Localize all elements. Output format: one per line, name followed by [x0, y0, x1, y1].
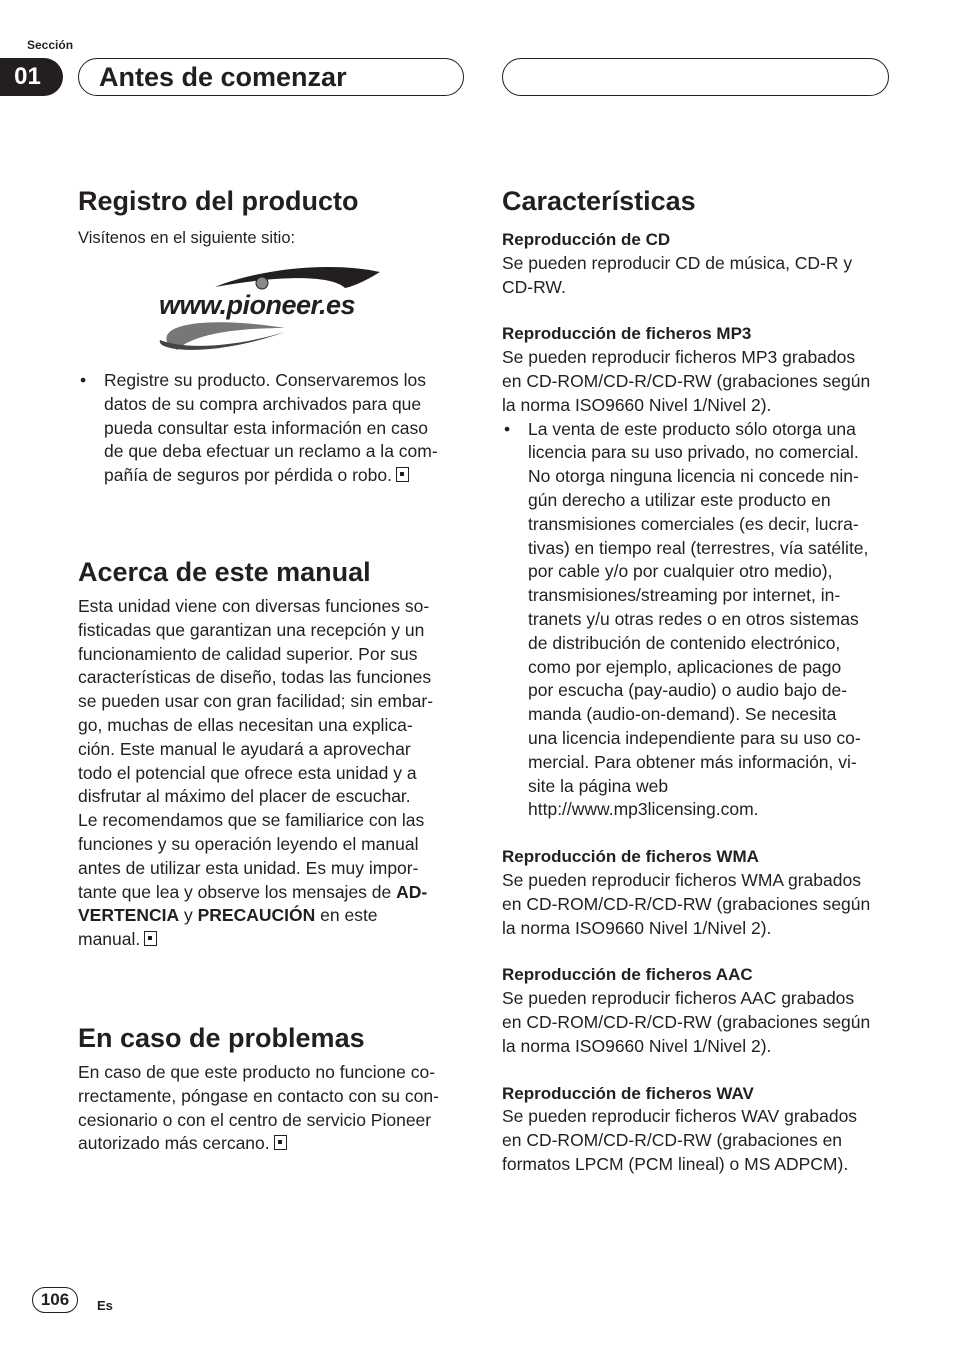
acerca-section	[78, 557, 468, 952]
wav-heading: Reproducción de ficheros WAV	[502, 1083, 754, 1103]
problemas-section	[78, 1023, 468, 1156]
mp3-heading: Reproducción de ficheros MP3	[502, 324, 752, 344]
section-number-badge: 01	[0, 58, 63, 96]
registro-bullet	[78, 369, 468, 488]
empty-header-pill	[502, 58, 889, 96]
language-code: Es	[97, 1298, 113, 1313]
list-item: • Registre su producto. Conservaremos los datos de su compra archivados para que pueda consultar esta información en caso de que deba efectuar un reclamo a la com- pañía de seguros por pérdida o robo.	[78, 369, 468, 488]
cd-heading: Reproducción de CD	[502, 230, 671, 249]
pioneer-logo	[155, 262, 385, 357]
mp3-block: Reproducción de ficheros MP3 Se pueden reproducir ficheros MP3 grabados en CD-ROM/CD-R/CD-RW (grabaciones según la norma ISO9660 Nivel 1/Nivel 2). • La venta de este producto sólo otorga una licencia para su uso privado, no comercial. No otorga ninguna licencia ni concede nin- gún derecho a utilizar este producto en transmisiones comerciales (es decir, lucra- tivas) en tiempo real (terrestres, vía satélite, por cable y/o por cualquier otro medio), transmisiones/streaming por internet, in- tranets y/u otras redes o en otros sistemas de distribución de contenido electrónico, como por ejemplo, aplicaciones de pago por escucha (pay-audio) o audio bajo de- manda (audio-on-demand). Se necesita una licencia independiente para su uso co- mercial. Para obtener más información, vi- site la página web http://www.mp3licensing.com.	[502, 322, 902, 822]
wma-heading: Reproducción de ficheros WMA	[502, 847, 759, 867]
aac-heading: Reproducción de ficheros AAC	[502, 965, 753, 985]
registro-section	[78, 186, 468, 251]
page-number: 106	[32, 1287, 78, 1313]
caracteristicas-title: Características	[502, 186, 696, 216]
list-item: • La venta de este producto sólo otorga una licencia para su uso privado, no comercial. No otorga ninguna licencia ni concede nin- gún derecho a utilizar este producto en transmisiones comerciales (es decir, lucra- tivas) en tiempo real (terrestres, vía satélite, por cable y/o por cualquier otro medio), transmisiones/streaming por internet, in- tranets y/u otras redes o en otros sistemas de distribución de contenido electrónico, como por ejemplo, aplicaciones de pago por escucha (pay-audio) o audio bajo de- manda (audio-on-demand). Se necesita una licencia independiente para su uso co- mercial. Para obtener más información, vi- site la página web http://www.mp3licensing.com.	[502, 418, 902, 823]
problemas-body: En caso de que este producto no funcione co- rrectamente, póngase en contacto con su con- cesionario o con el centro de servicio Pioneer autorizado más cercano.	[78, 1062, 439, 1154]
section-title-pill	[78, 58, 464, 96]
end-mark-icon	[274, 1135, 287, 1150]
section-label: Sección	[27, 38, 74, 52]
end-mark-icon	[144, 931, 157, 946]
acerca-body: Esta unidad viene con diversas funciones so- fisticadas que garantizan una recepción y un funcionamiento de calidad superior. Por sus características de diseño, todas las funciones se pueden usar con gran facilidad; sin embar- go, muchas de ellas necesitan una explica- ción. Este manual le ayudará a aprovechar todo el potencial que ofrece esta unidad y a disfrutar al máximo del placer de escuchar. Le recomendamos que se familiarice con las funciones y su operación leyendo el manual antes de utilizar esta unidad. Es muy impor- tante que lea y observe los mensajes de AD- VERTENCIA y PRECAUCIÓN en este manual.	[78, 596, 434, 950]
acerca-title: Acerca de este manual	[78, 557, 371, 587]
logo-url-text: www.pioneer.es	[159, 290, 356, 320]
aac-block: Reproducción de ficheros AAC Se pueden reproducir ficheros AAC grabados en CD-ROM/CD-R/CD-RW (grabaciones según la norma ISO9660 Nivel 1/Nivel 2).	[502, 963, 902, 1058]
wav-block: Reproducción de ficheros WAV Se pueden reproducir ficheros WAV grabados en CD-ROM/CD-R/CD-RW (grabaciones en formatos LPCM (PCM lineal) o MS ADPCM).	[502, 1082, 902, 1177]
cd-block: Reproducción de CD Se pueden reproducir CD de música, CD-R y CD-RW.	[502, 228, 902, 299]
caracteristicas-section	[502, 186, 902, 1177]
registro-title: Registro del producto	[78, 186, 359, 216]
wma-block: Reproducción de ficheros WMA Se pueden reproducir ficheros WMA grabados en CD-ROM/CD-R/CD-RW (grabaciones según la norma ISO9660 Nivel 1/Nivel 2).	[502, 845, 902, 940]
registro-intro: Visítenos en el siguiente sitio:	[78, 229, 296, 247]
problemas-title: En caso de problemas	[78, 1023, 365, 1053]
end-mark-icon	[396, 467, 409, 482]
section-title: Antes de comenzar	[99, 61, 347, 92]
